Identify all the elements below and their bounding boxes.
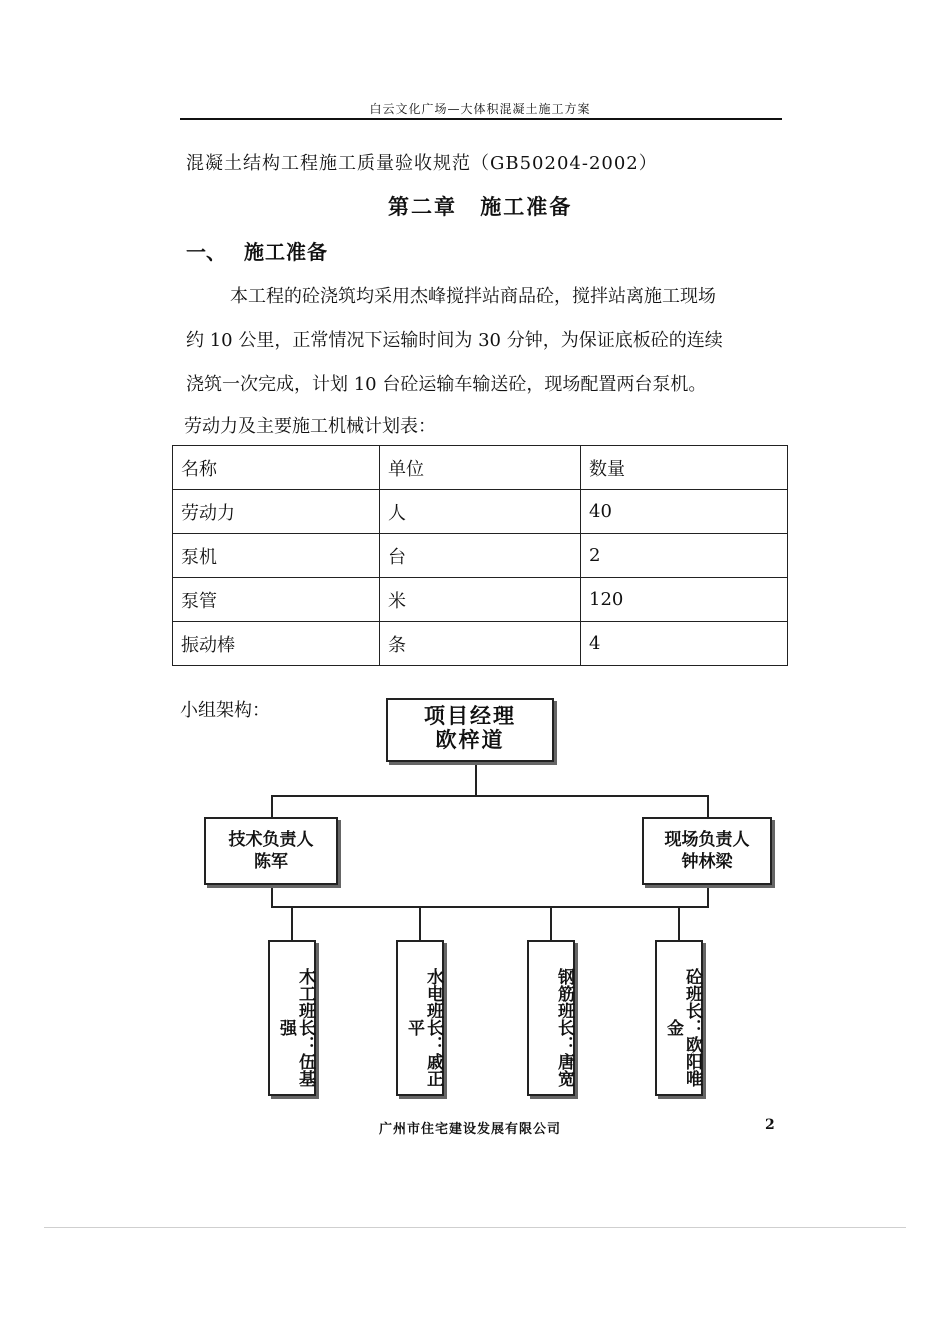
cell-unit: 台: [380, 534, 581, 578]
connector-line: [419, 906, 421, 940]
person-name: 陈军: [254, 852, 288, 872]
cell-quantity: 2: [581, 534, 788, 578]
role-label: 技术负责人: [228, 830, 314, 850]
standard-reference: 混凝土结构工程施工质量验收规范（GB50204-2002）: [186, 153, 658, 174]
table-caption: 劳动力及主要施工机械计划表：: [184, 416, 436, 437]
header-divider: [180, 118, 782, 120]
connector-line: [707, 887, 709, 907]
labor-machinery-table: [172, 445, 788, 666]
column-header-name: 名称: [173, 446, 380, 490]
cell-unit: 人: [380, 490, 581, 534]
column-header-unit: 单位: [380, 446, 581, 490]
table-row: [173, 534, 788, 578]
footer-company: 广州市住宅建设发展有限公司: [378, 1122, 561, 1137]
connector-line: [271, 795, 709, 797]
section-number: 一、: [186, 240, 226, 264]
cell-quantity: 40: [581, 490, 788, 534]
cell-unit: 条: [380, 622, 581, 666]
cell-name: 泵机: [173, 534, 380, 578]
person-name: 欧梓道: [435, 728, 505, 752]
org-box-technical-lead: [204, 817, 338, 885]
connector-line: [271, 906, 709, 908]
connector-line: [271, 795, 273, 817]
connector-line: [678, 906, 680, 940]
connector-line: [707, 795, 709, 817]
cell-quantity: 120: [581, 578, 788, 622]
role-label: 现场负责人: [664, 830, 750, 850]
cell-name: 泵管: [173, 578, 380, 622]
role-label: 项目经理: [424, 704, 516, 728]
paragraph-line: 本工程的砼浇筑均采用杰峰搅拌站商品砼，搅拌站离施工现场: [230, 286, 716, 307]
person-name: 钟林梁: [681, 852, 733, 872]
page-bottom-divider: [44, 1227, 906, 1228]
cell-name: 劳动力: [173, 490, 380, 534]
section-title: 施工准备: [244, 240, 328, 264]
page-number: 2: [765, 1117, 775, 1133]
table-row: [173, 490, 788, 534]
org-box-site-lead: [642, 817, 772, 885]
cell-unit: 米: [380, 578, 581, 622]
org-box-concrete-foreman: 砼班长：欧阳唯金: [655, 940, 703, 1096]
connector-line: [550, 906, 552, 940]
org-chart-label: 小组架构：: [180, 700, 270, 721]
chapter-title: 第二章 施工准备: [388, 194, 573, 219]
connector-line: [271, 887, 273, 907]
org-box-plumbing-electrical-foreman: 水电班长：戚正平: [396, 940, 444, 1096]
connector-line: [291, 906, 293, 940]
table-row: [173, 622, 788, 666]
paragraph-line: 约 10 公里，正常情况下运输时间为 30 分钟，为保证底板砼的连续: [186, 330, 723, 351]
table-header-row: [173, 446, 788, 490]
table-row: [173, 578, 788, 622]
org-box-rebar-foreman: 钢筋班长：唐宽: [527, 940, 575, 1096]
column-header-quantity: 数量: [581, 446, 788, 490]
document-header: 白云文化广场—大体积混凝土施工方案: [369, 102, 591, 116]
org-box-carpentry-foreman: 木工班长：伍基强: [268, 940, 316, 1096]
cell-name: 振动棒: [173, 622, 380, 666]
cell-quantity: 4: [581, 622, 788, 666]
connector-line: [475, 762, 477, 796]
org-box-project-manager: [386, 698, 554, 762]
paragraph-line: 浇筑一次完成，计划 10 台砼运输车输送砼，现场配置两台泵机。: [186, 374, 707, 395]
